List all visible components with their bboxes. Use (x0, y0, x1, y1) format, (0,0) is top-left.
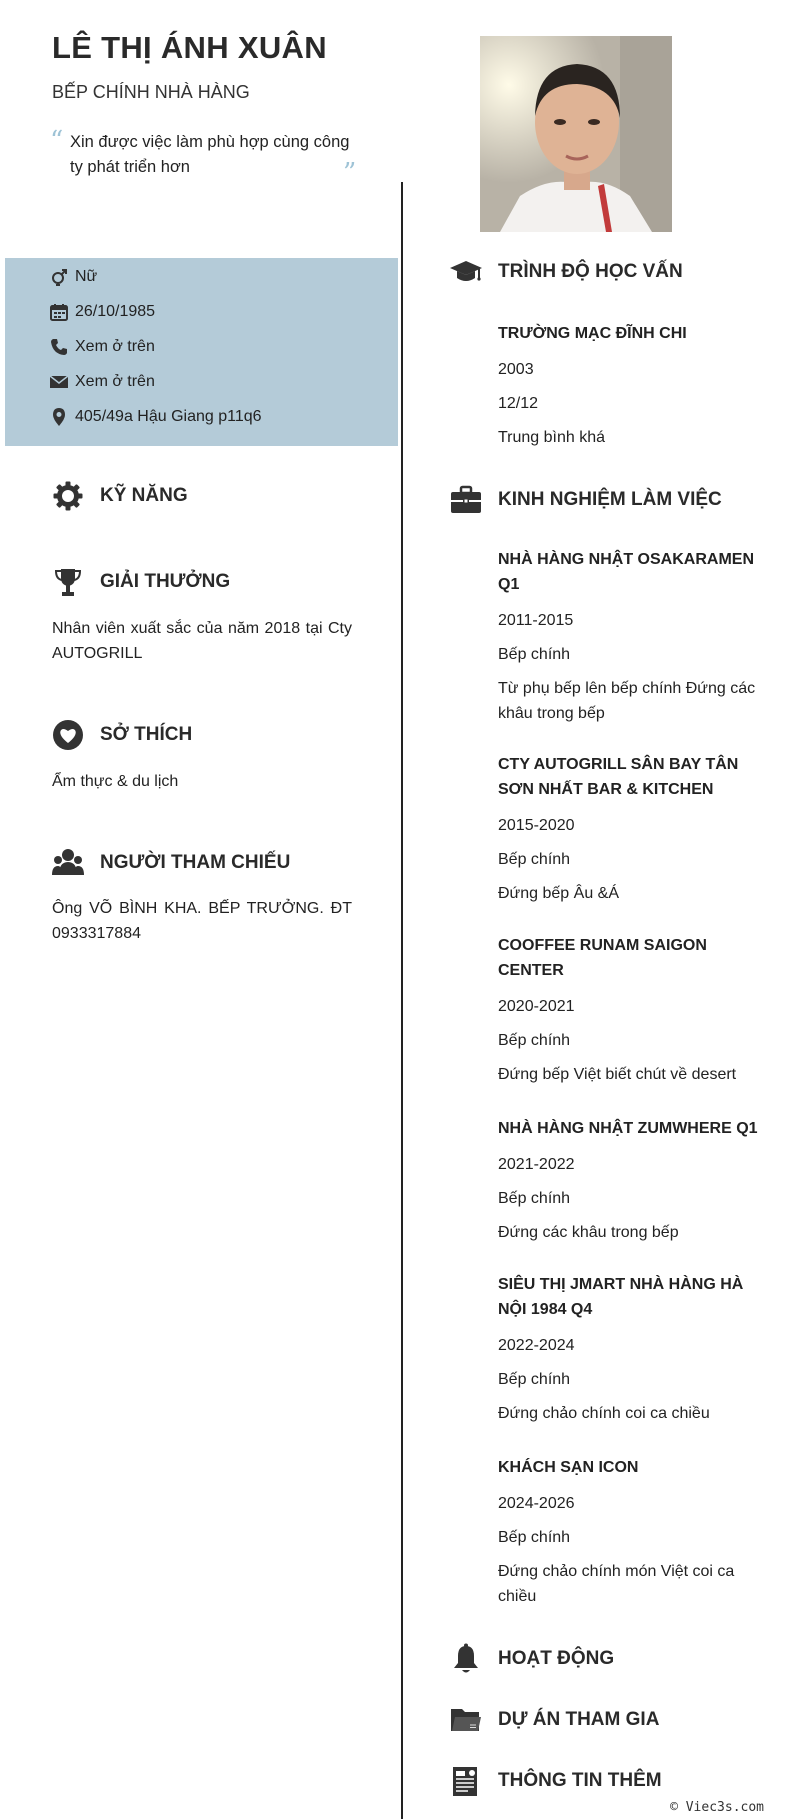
gear-icon (52, 480, 100, 512)
heart-icon (52, 719, 100, 751)
contact-panel (5, 258, 398, 446)
company-name: CTY AUTOGRILL SÂN BAY TÂN SƠN NHẤT BAR & KITCHEN (498, 756, 739, 798)
hobbies-heading: SỞ THÍCH (100, 724, 193, 745)
calendar-icon (49, 302, 75, 322)
company-name: NHÀ HÀNG NHẬT OSAKARAMEN Q1 (498, 551, 754, 593)
education-entry (498, 321, 760, 450)
section-activities (450, 1643, 614, 1675)
section-experience (450, 484, 722, 516)
phone-value: Xem ở trên (75, 338, 155, 355)
section-references (52, 847, 290, 879)
contact-birthday (49, 301, 155, 323)
projects-heading: DỰ ÁN THAM GIA (498, 1709, 660, 1730)
contact-address (49, 406, 262, 428)
section-education (450, 256, 683, 288)
phone-icon (49, 337, 75, 357)
candidate-name: LÊ THỊ ÁNH XUÂN (52, 30, 327, 65)
company-name: NHÀ HÀNG NHẬT ZUMWHERE Q1 (498, 1120, 758, 1137)
work-description: Đứng chảo chính coi ca chiều (498, 1405, 710, 1422)
more-info-heading: THÔNG TIN THÊM (498, 1770, 662, 1791)
gender-icon (49, 267, 75, 287)
experience-entry (498, 1272, 760, 1426)
close-quote-icon: ” (343, 158, 357, 188)
references-heading: NGƯỜI THAM CHIẾU (100, 852, 291, 873)
experience-entry (498, 752, 760, 906)
experience-entry (498, 933, 760, 1087)
work-description: Đứng các khâu trong bếp (498, 1224, 679, 1241)
work-description: Đứng chảo chính món Việt coi ca chiều (498, 1563, 735, 1605)
references-text: Ông VÕ BÌNH KHA. BẾP TRƯỞNG. ĐT 0933317884 (52, 900, 352, 942)
work-period: 2020-2021 (498, 998, 575, 1015)
activities-heading: HOẠT ĐỘNG (498, 1648, 615, 1669)
work-description: Từ phụ bếp lên bếp chính Đứng các khâu trong bếp (498, 680, 756, 722)
graduation-cap-icon (450, 256, 498, 288)
work-role: Bếp chính (498, 1371, 571, 1388)
awards-heading: GIẢI THƯỞNG (100, 571, 231, 592)
address-value: 405/49a Hậu Giang p11q6 (75, 408, 262, 425)
work-description: Đứng bếp Việt biết chút về desert (498, 1066, 737, 1083)
career-objective: Xin được việc làm phù hợp cùng công ty phát triển hơn (70, 133, 350, 176)
gender-value: Nữ (75, 268, 98, 285)
work-period: 2024-2026 (498, 1495, 575, 1512)
work-period: 2021-2022 (498, 1156, 575, 1173)
section-skills (52, 480, 188, 512)
experience-entry (498, 1455, 760, 1609)
briefcase-icon (450, 484, 498, 516)
section-hobbies (52, 719, 192, 751)
contact-phone (49, 336, 155, 358)
work-role: Bếp chính (498, 646, 571, 663)
company-name: COOFFEE RUNAM SAIGON CENTER (498, 937, 707, 979)
work-role: Bếp chính (498, 1529, 571, 1546)
job-position: BẾP CHÍNH NHÀ HÀNG (52, 82, 250, 102)
column-divider (401, 182, 403, 1819)
work-period: 2022-2024 (498, 1337, 575, 1354)
email-value: Xem ở trên (75, 373, 155, 390)
trophy-icon (52, 566, 100, 598)
open-quote-icon: “ (50, 126, 64, 156)
company-name: SIÊU THỊ JMART NHÀ HÀNG HÀ NỘI 1984 Q4 (498, 1276, 744, 1318)
work-description: Đứng bếp Âu &Á (498, 885, 620, 902)
envelope-icon (49, 372, 75, 392)
section-projects (450, 1704, 659, 1736)
folder-icon (450, 1704, 498, 1736)
company-name: KHÁCH SẠN ICON (498, 1459, 639, 1476)
section-awards (52, 566, 230, 598)
hobbies-text: Ẩm thực & du lịch (52, 773, 179, 790)
school-name: TRƯỜNG MẠC ĐĨNH CHI (498, 325, 687, 342)
experience-entry (498, 1116, 760, 1245)
skills-heading: KỸ NĂNG (100, 485, 188, 506)
education-heading: TRÌNH ĐỘ HỌC VẤN (498, 261, 683, 282)
profile-photo (480, 36, 672, 232)
school-grade: 12/12 (498, 395, 539, 412)
work-period: 2011-2015 (498, 612, 574, 629)
birthday-value: 26/10/1985 (75, 303, 156, 320)
school-rank: Trung bình khá (498, 429, 606, 446)
bell-icon (450, 1643, 498, 1675)
contact-email (49, 371, 155, 393)
people-icon (52, 847, 100, 879)
document-icon (450, 1765, 498, 1797)
map-pin-icon (49, 407, 75, 427)
experience-heading: KINH NGHIỆM LÀM VIỆC (498, 489, 722, 510)
work-role: Bếp chính (498, 851, 571, 868)
footer-copyright: © Viec3s.com (670, 1800, 764, 1815)
experience-entry (498, 547, 760, 726)
awards-text: Nhân viên xuất sắc của năm 2018 tại Cty AUTOGRILL (52, 620, 352, 662)
section-more-info (450, 1765, 662, 1797)
work-period: 2015-2020 (498, 817, 575, 834)
work-role: Bếp chính (498, 1190, 571, 1207)
work-role: Bếp chính (498, 1032, 571, 1049)
contact-gender (49, 266, 97, 288)
school-year: 2003 (498, 361, 534, 378)
